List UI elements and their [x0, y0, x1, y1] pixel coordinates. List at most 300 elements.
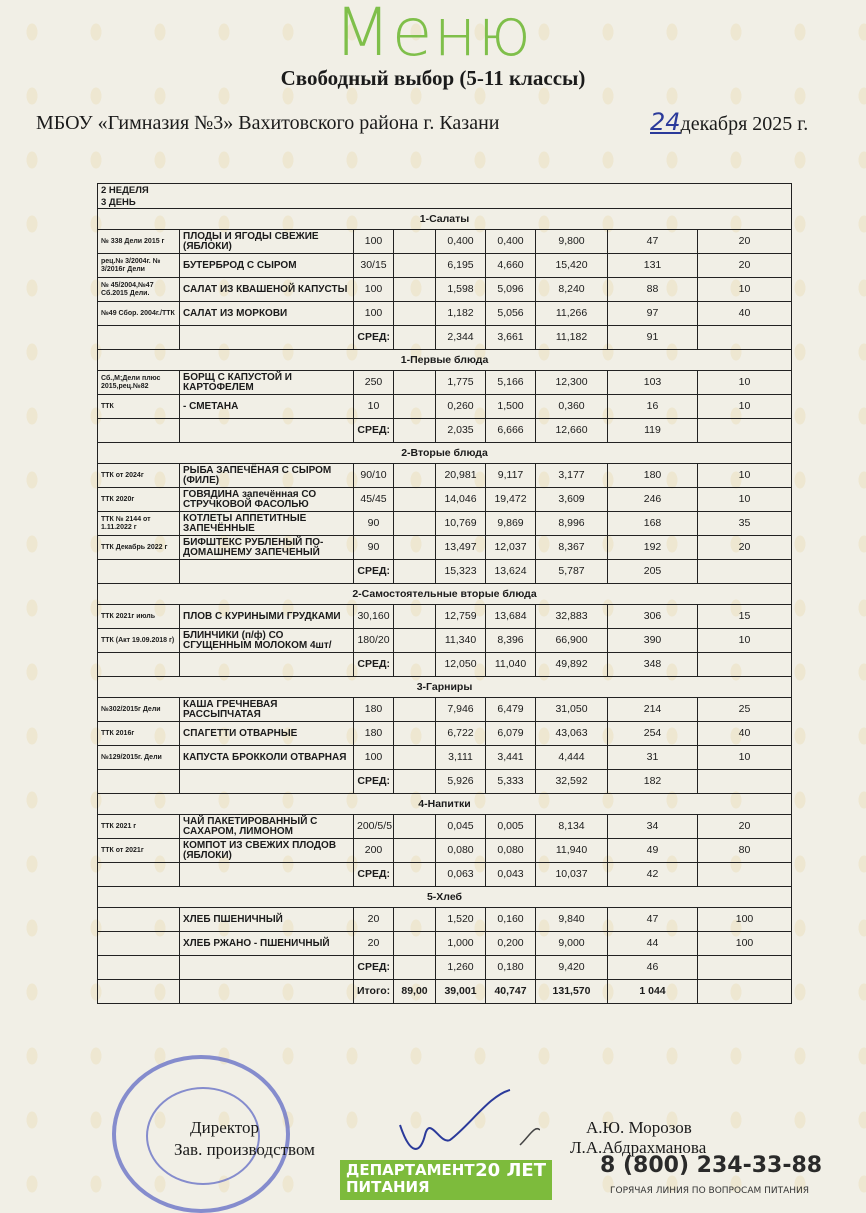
- price: [394, 371, 436, 395]
- dish-row: [98, 815, 792, 839]
- portion: 100: [354, 746, 394, 770]
- empty-cell: [394, 653, 436, 677]
- carbs: 11,940: [536, 839, 608, 863]
- average-kcal: 348: [608, 653, 698, 677]
- fat: 13,684: [486, 605, 536, 629]
- recipe-code: ТТК Декабрь 2022 г: [98, 536, 180, 560]
- price: [394, 629, 436, 653]
- price: [394, 254, 436, 278]
- dish-row: [98, 254, 792, 278]
- recipe-code: ТТК 2020г: [98, 488, 180, 512]
- section-title: 2-Самостоятельные вторые блюда: [98, 584, 792, 605]
- menu-title: Меню: [333, 0, 533, 71]
- empty-cell: [698, 653, 792, 677]
- carbs: 66,900: [536, 629, 608, 653]
- week-label: 2 НЕДЕЛЯ: [98, 184, 792, 197]
- average-label: СРЕД:: [354, 956, 394, 980]
- protein: 12,759: [436, 605, 486, 629]
- average-label: СРЕД:: [354, 653, 394, 677]
- total-p: 39,001: [436, 980, 486, 1004]
- kcal: 214: [608, 698, 698, 722]
- empty-cell: [180, 980, 354, 1004]
- vitamin-c: 10: [698, 278, 792, 302]
- protein: 1,598: [436, 278, 486, 302]
- kcal: 16: [608, 395, 698, 419]
- average-row: [98, 419, 792, 443]
- kcal: 306: [608, 605, 698, 629]
- total-kcal: 1 044: [608, 980, 698, 1004]
- portion: 45/45: [354, 488, 394, 512]
- total-label: Итого:: [354, 980, 394, 1004]
- director-name: А.Ю. Морозов: [586, 1118, 692, 1137]
- section-header-row: [98, 794, 792, 815]
- protein: 1,775: [436, 371, 486, 395]
- recipe-code: №49 Сбор. 2004г./ТТК: [98, 302, 180, 326]
- logo-line2: ПИТАНИЯ: [346, 1178, 430, 1196]
- dish-row: [98, 605, 792, 629]
- hotline-caption: ГОРЯЧАЯ ЛИНИЯ ПО ВОПРОСАМ ПИТАНИЯ: [610, 1186, 810, 1196]
- kcal: 168: [608, 512, 698, 536]
- deputy-label: Зав. производством: [174, 1140, 315, 1159]
- empty-cell: [180, 956, 354, 980]
- dish-row: [98, 302, 792, 326]
- dish-name: КАПУСТА БРОККОЛИ ОТВАРНАЯ: [180, 746, 354, 770]
- portion: 30/15: [354, 254, 394, 278]
- section-title: 1-Первые блюда: [98, 350, 792, 371]
- empty-cell: [698, 956, 792, 980]
- dish-name: ХЛЕБ РЖАНО - ПШЕНИЧНЫЙ: [180, 932, 354, 956]
- recipe-code: рец.№ 3/2004г. № 3/2016г Дели: [98, 254, 180, 278]
- school-name: МБОУ «Гимназия №3» Вахитовского района г. Казани: [36, 112, 500, 134]
- total-price: 89,00: [394, 980, 436, 1004]
- vitamin-c: 20: [698, 254, 792, 278]
- kcal: 254: [608, 722, 698, 746]
- average-fat: 6,666: [486, 419, 536, 443]
- total-c: 131,570: [536, 980, 608, 1004]
- recipe-code: ТТК: [98, 395, 180, 419]
- vitamin-c: 20: [698, 230, 792, 254]
- dish-name: ЧАЙ ПАКЕТИРОВАННЫЙ С САХАРОМ, ЛИМОНОМ: [180, 815, 354, 839]
- portion: 90: [354, 512, 394, 536]
- average-fat: 0,180: [486, 956, 536, 980]
- dish-name: ГОВЯДИНА запечённая СО СТРУЧКОВОЙ ФАСОЛЬЮ: [180, 488, 354, 512]
- empty-cell: [98, 770, 180, 794]
- average-label: СРЕД:: [354, 770, 394, 794]
- fat: 6,079: [486, 722, 536, 746]
- price: [394, 722, 436, 746]
- recipe-code: ТТК от 2021г: [98, 839, 180, 863]
- carbs: 4,444: [536, 746, 608, 770]
- average-carbs: 49,892: [536, 653, 608, 677]
- recipe-code: ТТК (Акт 19.09.2018 г): [98, 629, 180, 653]
- week-row: [98, 184, 792, 197]
- dish-row: [98, 932, 792, 956]
- protein: 6,195: [436, 254, 486, 278]
- vitamin-c: 15: [698, 605, 792, 629]
- average-protein: 2,344: [436, 326, 486, 350]
- dish-name: ПЛОДЫ И ЯГОДЫ СВЕЖИЕ (ЯБЛОКИ): [180, 230, 354, 254]
- recipe-code: Сб.,М;Дели плюс 2015,рец.№82: [98, 371, 180, 395]
- carbs: 9,000: [536, 932, 608, 956]
- protein: 0,400: [436, 230, 486, 254]
- dish-name: КОТЛЕТЫ АППЕТИТНЫЕ ЗАПЕЧЁННЫЕ: [180, 512, 354, 536]
- logo-line1: ДЕПАРТАМЕНТ: [346, 1161, 475, 1179]
- dish-name: САЛАТ ИЗ МОРКОВИ: [180, 302, 354, 326]
- protein: 0,260: [436, 395, 486, 419]
- menu-date: [650, 108, 808, 136]
- section-header-row: [98, 350, 792, 371]
- recipe-code: ТТК 2016г: [98, 722, 180, 746]
- dish-row: [98, 230, 792, 254]
- price: [394, 932, 436, 956]
- section-title: 4-Напитки: [98, 794, 792, 815]
- director-label: Директор: [190, 1118, 259, 1137]
- kcal: 44: [608, 932, 698, 956]
- portion: 100: [354, 278, 394, 302]
- average-row: [98, 560, 792, 584]
- carbs: 0,360: [536, 395, 608, 419]
- vitamin-c: 10: [698, 371, 792, 395]
- vitamin-c: 100: [698, 932, 792, 956]
- signature: [380, 1085, 540, 1165]
- dish-row: [98, 722, 792, 746]
- portion: 200: [354, 839, 394, 863]
- average-label: СРЕД:: [354, 419, 394, 443]
- dish-name: САЛАТ ИЗ КВАШЕНОЙ КАПУСТЫ: [180, 278, 354, 302]
- portion: 90/10: [354, 464, 394, 488]
- dish-row: [98, 629, 792, 653]
- average-row: [98, 770, 792, 794]
- average-kcal: 46: [608, 956, 698, 980]
- recipe-code: ТТК 2021 г: [98, 815, 180, 839]
- price: [394, 746, 436, 770]
- protein: 1,182: [436, 302, 486, 326]
- dish-row: [98, 371, 792, 395]
- recipe-code: ТТК № 2144 от 1.11.2022 г: [98, 512, 180, 536]
- recipe-code: № 45/2004,№47 Сб.2015 Дели.: [98, 278, 180, 302]
- kcal: 246: [608, 488, 698, 512]
- kcal: 180: [608, 464, 698, 488]
- empty-cell: [394, 770, 436, 794]
- fat: 4,660: [486, 254, 536, 278]
- day-label: 3 ДЕНЬ: [98, 196, 792, 209]
- dish-row: [98, 488, 792, 512]
- dish-name: - СМЕТАНА: [180, 395, 354, 419]
- carbs: 43,063: [536, 722, 608, 746]
- price: [394, 605, 436, 629]
- total-f: 40,747: [486, 980, 536, 1004]
- price: [394, 815, 436, 839]
- empty-cell: [180, 326, 354, 350]
- fat: 9,869: [486, 512, 536, 536]
- empty-cell: [98, 863, 180, 887]
- empty-cell: [394, 419, 436, 443]
- section-title: 2-Вторые блюда: [98, 443, 792, 464]
- dish-name: ПЛОВ С КУРИНЫМИ ГРУДКАМИ: [180, 605, 354, 629]
- portion: 250: [354, 371, 394, 395]
- vitamin-c: 10: [698, 746, 792, 770]
- empty-cell: [698, 980, 792, 1004]
- price: [394, 839, 436, 863]
- protein: 10,769: [436, 512, 486, 536]
- empty-cell: [98, 956, 180, 980]
- average-kcal: 42: [608, 863, 698, 887]
- portion: 180: [354, 722, 394, 746]
- section-header-row: [98, 443, 792, 464]
- vitamin-c: 100: [698, 908, 792, 932]
- average-kcal: 119: [608, 419, 698, 443]
- vitamin-c: 10: [698, 395, 792, 419]
- empty-cell: [180, 770, 354, 794]
- protein: 20,981: [436, 464, 486, 488]
- fat: 3,441: [486, 746, 536, 770]
- average-protein: 12,050: [436, 653, 486, 677]
- price: [394, 536, 436, 560]
- average-kcal: 205: [608, 560, 698, 584]
- section-title: 5-Хлеб: [98, 887, 792, 908]
- vitamin-c: 40: [698, 302, 792, 326]
- section-header-row: [98, 677, 792, 698]
- average-carbs: 32,592: [536, 770, 608, 794]
- section-header-row: [98, 584, 792, 605]
- dish-name: БЛИНЧИКИ (п/ф) СО СГУЩЕННЫМ МОЛОКОМ 4шт/: [180, 629, 354, 653]
- empty-cell: [180, 560, 354, 584]
- price: [394, 464, 436, 488]
- protein: 1,000: [436, 932, 486, 956]
- price: [394, 512, 436, 536]
- carbs: 11,266: [536, 302, 608, 326]
- kcal: 34: [608, 815, 698, 839]
- carbs: 8,367: [536, 536, 608, 560]
- average-protein: 0,063: [436, 863, 486, 887]
- price: [394, 908, 436, 932]
- average-label: СРЕД:: [354, 863, 394, 887]
- vitamin-c: 80: [698, 839, 792, 863]
- price: [394, 230, 436, 254]
- portion: 10: [354, 395, 394, 419]
- protein: 0,080: [436, 839, 486, 863]
- kcal: 47: [608, 908, 698, 932]
- dish-row: [98, 512, 792, 536]
- empty-cell: [180, 653, 354, 677]
- dish-name: РЫБА ЗАПЕЧЁНАЯ С СЫРОМ (ФИЛЕ): [180, 464, 354, 488]
- recipe-code: № 338 Дели 2015 г: [98, 230, 180, 254]
- kcal: 47: [608, 230, 698, 254]
- portion: 20: [354, 908, 394, 932]
- fat: 6,479: [486, 698, 536, 722]
- protein: 14,046: [436, 488, 486, 512]
- empty-cell: [698, 560, 792, 584]
- average-carbs: 10,037: [536, 863, 608, 887]
- average-protein: 15,323: [436, 560, 486, 584]
- department-logo: [340, 1160, 552, 1200]
- empty-cell: [698, 863, 792, 887]
- dish-row: [98, 908, 792, 932]
- carbs: 8,134: [536, 815, 608, 839]
- portion: 200/5/5: [354, 815, 394, 839]
- average-carbs: 9,420: [536, 956, 608, 980]
- empty-cell: [394, 863, 436, 887]
- fat: 12,037: [486, 536, 536, 560]
- dish-row: [98, 536, 792, 560]
- protein: 1,520: [436, 908, 486, 932]
- average-protein: 1,260: [436, 956, 486, 980]
- kcal: 131: [608, 254, 698, 278]
- carbs: 9,840: [536, 908, 608, 932]
- price: [394, 395, 436, 419]
- section-header-row: [98, 209, 792, 230]
- empty-cell: [98, 653, 180, 677]
- fat: 1,500: [486, 395, 536, 419]
- protein: 6,722: [436, 722, 486, 746]
- kcal: 49: [608, 839, 698, 863]
- empty-cell: [98, 980, 180, 1004]
- portion: 20: [354, 932, 394, 956]
- dish-name: ХЛЕБ ПШЕНИЧНЫЙ: [180, 908, 354, 932]
- average-carbs: 5,787: [536, 560, 608, 584]
- protein: 0,045: [436, 815, 486, 839]
- fat: 0,160: [486, 908, 536, 932]
- carbs: 9,800: [536, 230, 608, 254]
- fat: 8,396: [486, 629, 536, 653]
- empty-cell: [394, 560, 436, 584]
- day-row: [98, 196, 792, 209]
- fat: 5,056: [486, 302, 536, 326]
- recipe-code: ТТК от 2024г: [98, 464, 180, 488]
- dish-name: КОМПОТ ИЗ СВЕЖИХ ПЛОДОВ (ЯБЛОКИ): [180, 839, 354, 863]
- vitamin-c: 25: [698, 698, 792, 722]
- average-row: [98, 653, 792, 677]
- average-label: СРЕД:: [354, 326, 394, 350]
- vitamin-c: 20: [698, 815, 792, 839]
- protein: 13,497: [436, 536, 486, 560]
- average-label: СРЕД:: [354, 560, 394, 584]
- fat: 0,080: [486, 839, 536, 863]
- kcal: 88: [608, 278, 698, 302]
- average-kcal: 182: [608, 770, 698, 794]
- empty-cell: [394, 956, 436, 980]
- carbs: 12,300: [536, 371, 608, 395]
- portion: 180: [354, 698, 394, 722]
- fat: 9,117: [486, 464, 536, 488]
- empty-cell: [180, 419, 354, 443]
- fat: 5,096: [486, 278, 536, 302]
- logo-years: 20 ЛЕТ: [475, 1160, 546, 1181]
- average-fat: 11,040: [486, 653, 536, 677]
- dish-row: [98, 464, 792, 488]
- dish-row: [98, 746, 792, 770]
- recipe-code: ТТК 2021г июль: [98, 605, 180, 629]
- price: [394, 278, 436, 302]
- empty-cell: [698, 326, 792, 350]
- average-protein: 2,035: [436, 419, 486, 443]
- dish-row: [98, 278, 792, 302]
- dish-name: СПАГЕТТИ ОТВАРНЫЕ: [180, 722, 354, 746]
- average-protein: 5,926: [436, 770, 486, 794]
- kcal: 103: [608, 371, 698, 395]
- average-row: [98, 863, 792, 887]
- recipe-code: №129/2015г. Дели: [98, 746, 180, 770]
- dish-name: БОРЩ С КАПУСТОЙ И КАРТОФЕЛЕМ: [180, 371, 354, 395]
- kcal: 31: [608, 746, 698, 770]
- price: [394, 698, 436, 722]
- vitamin-c: 10: [698, 488, 792, 512]
- vitamin-c: 10: [698, 629, 792, 653]
- recipe-code: №302/2015г Дели: [98, 698, 180, 722]
- dish-name: БИФШТЕКС РУБЛЕНЫЙ ПО-ДОМАШНЕМУ ЗАПЕЧЕНЫЙ: [180, 536, 354, 560]
- empty-cell: [394, 326, 436, 350]
- vitamin-c: 35: [698, 512, 792, 536]
- section-header-row: [98, 887, 792, 908]
- kcal: 390: [608, 629, 698, 653]
- carbs: 15,420: [536, 254, 608, 278]
- average-carbs: 12,660: [536, 419, 608, 443]
- carbs: 8,240: [536, 278, 608, 302]
- carbs: 3,609: [536, 488, 608, 512]
- dish-name: КАША ГРЕЧНЕВАЯ РАССЫПЧАТАЯ: [180, 698, 354, 722]
- price: [394, 302, 436, 326]
- dish-row: [98, 395, 792, 419]
- empty-cell: [698, 770, 792, 794]
- deputy-name: Л.А.Абдрахманова: [570, 1138, 707, 1157]
- dish-row: [98, 698, 792, 722]
- portion: 180/20: [354, 629, 394, 653]
- section-title: 3-Гарниры: [98, 677, 792, 698]
- average-carbs: 11,182: [536, 326, 608, 350]
- recipe-code: [98, 932, 180, 956]
- average-fat: 13,624: [486, 560, 536, 584]
- protein: 7,946: [436, 698, 486, 722]
- average-fat: 0,043: [486, 863, 536, 887]
- average-row: [98, 956, 792, 980]
- protein: 11,340: [436, 629, 486, 653]
- average-kcal: 91: [608, 326, 698, 350]
- kcal: 192: [608, 536, 698, 560]
- empty-cell: [98, 326, 180, 350]
- portion: 30,160: [354, 605, 394, 629]
- kcal: 97: [608, 302, 698, 326]
- price: [394, 488, 436, 512]
- vitamin-c: 40: [698, 722, 792, 746]
- vitamin-c: 10: [698, 464, 792, 488]
- average-fat: 3,661: [486, 326, 536, 350]
- date-rest: декабря 2025 г.: [680, 113, 809, 135]
- carbs: 31,050: [536, 698, 608, 722]
- empty-cell: [698, 419, 792, 443]
- average-fat: 5,333: [486, 770, 536, 794]
- empty-cell: [98, 560, 180, 584]
- fat: 19,472: [486, 488, 536, 512]
- empty-cell: [180, 863, 354, 887]
- protein: 3,111: [436, 746, 486, 770]
- total-row: [98, 980, 792, 1004]
- fat: 0,400: [486, 230, 536, 254]
- fat: 0,005: [486, 815, 536, 839]
- portion: 100: [354, 302, 394, 326]
- empty-cell: [98, 419, 180, 443]
- dish-name: БУТЕРБРОД С СЫРОМ: [180, 254, 354, 278]
- dish-row: [98, 839, 792, 863]
- portion: 90: [354, 536, 394, 560]
- menu-table: [97, 183, 792, 1004]
- carbs: 32,883: [536, 605, 608, 629]
- carbs: 3,177: [536, 464, 608, 488]
- fat: 5,166: [486, 371, 536, 395]
- fat: 0,200: [486, 932, 536, 956]
- hotline-phone: 8 (800) 234-33-88: [600, 1153, 823, 1178]
- recipe-code: [98, 908, 180, 932]
- average-row: [98, 326, 792, 350]
